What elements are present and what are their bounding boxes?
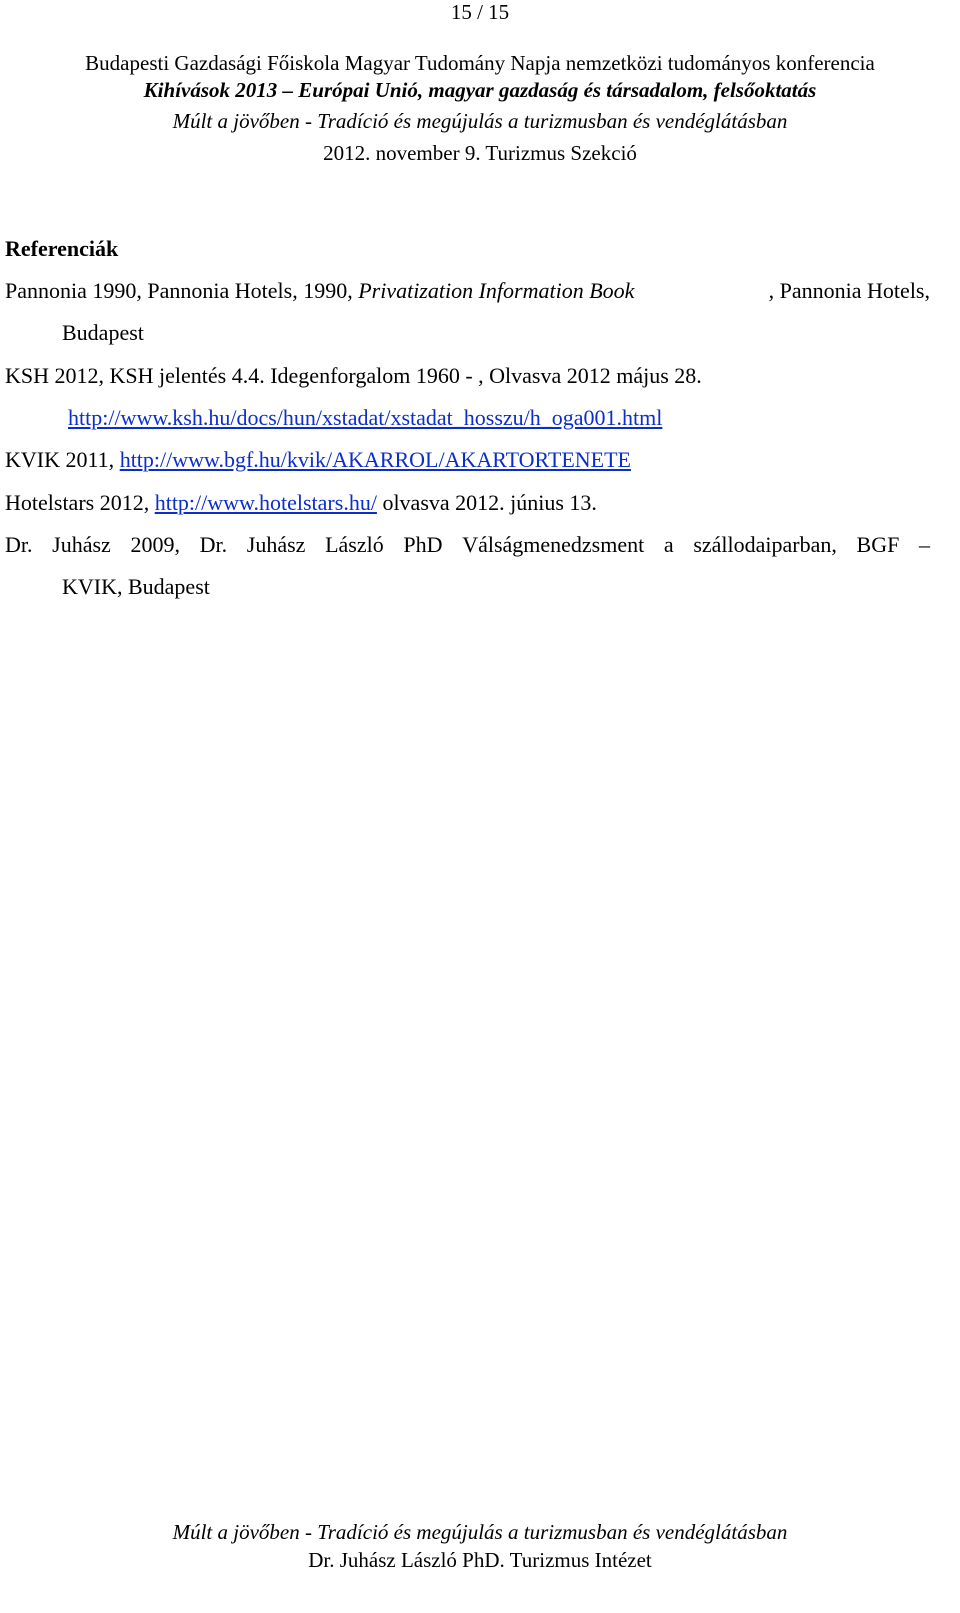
conference-title: Budapesti Gazdasági Főiskola Magyar Tudomány Napja nemzetközi tudományos konferencia	[85, 51, 875, 75]
reference-juhasz-word: Juhász	[52, 532, 111, 557]
reference-pannonia-book-title: Privatization Information Book	[358, 278, 635, 303]
reference-juhasz-word: BGF	[856, 532, 900, 557]
reference-juhasz-word: szállodaiparban,	[693, 532, 837, 557]
conference-subtitle: Kihívások 2013 – Európai Unió, magyar gazdaság és társadalom, felsőoktatás	[143, 78, 817, 102]
reference-pannonia-suffix: , Pannonia Hotels,	[768, 278, 930, 303]
footer-author: Dr. Juhász László PhD. Turizmus Intézet	[308, 1548, 652, 1572]
conference-date-section: 2012. november 9. Turizmus Szekció	[323, 141, 637, 165]
reference-hotelstars-prefix: Hotelstars 2012,	[5, 490, 155, 515]
reference-hotelstars	[5, 490, 597, 516]
reference-juhasz-word: Juhász	[246, 532, 306, 557]
reference-juhasz-word: Válságmenedzsment	[462, 532, 645, 557]
reference-pannonia-prefix: Pannonia 1990, Pannonia Hotels, 1990,	[5, 278, 359, 303]
reference-hotelstars-suffix: olvasva 2012. június 13.	[376, 490, 597, 515]
reference-juhasz-word: Dr.	[199, 532, 228, 557]
reference-juhasz-word: PhD	[403, 532, 443, 557]
references-heading: Referenciák	[5, 236, 119, 261]
reference-juhasz-word: Dr.	[5, 532, 33, 557]
reference-hotelstars-link[interactable]: http://www.hotelstars.hu/	[154, 490, 377, 515]
reference-kvik-prefix: KVIK 2011,	[5, 447, 120, 472]
reference-kvik	[5, 447, 631, 473]
reference-juhasz-word: a	[663, 532, 674, 557]
reference-juhasz-word: 2009,	[130, 532, 180, 557]
page-number: 15 / 15	[450, 0, 510, 24]
reference-ksh-link[interactable]: http://www.ksh.hu/docs/hun/xstadat/xstadat_hosszu/h_oga001.html	[68, 405, 663, 430]
reference-pannonia-continued: Budapest	[62, 320, 144, 345]
reference-juhasz-word: –	[919, 532, 930, 557]
reference-ksh: KSH 2012, KSH jelentés 4.4. Idegenforgalom 1960 - , Olvasva 2012 május 28.	[5, 363, 702, 388]
reference-kvik-link[interactable]: http://www.bgf.hu/kvik/AKARROL/AKARTORTENETE	[119, 447, 631, 472]
section-theme: Múlt a jövőben - Tradíció és megújulás a turizmusban és vendéglátásban	[172, 109, 788, 133]
reference-juhasz-word: László	[325, 532, 384, 557]
footer-theme: Múlt a jövőben - Tradíció és megújulás a turizmusban és vendéglátásban	[172, 1520, 788, 1544]
reference-juhasz-continued: KVIK, Budapest	[62, 574, 210, 599]
reference-pannonia	[5, 278, 930, 304]
reference-juhasz	[5, 532, 930, 558]
